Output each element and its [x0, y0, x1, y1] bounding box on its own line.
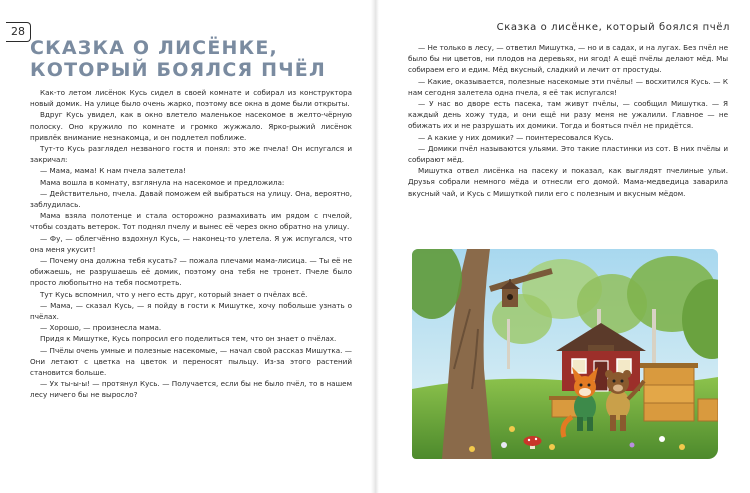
paragraph: — А какие у них домики? — поинтересовался Кусь. — [418, 132, 614, 142]
paragraph: — Действительно, пчела. Давай поможем ей выбраться на улицу. Она, вероятно, заблудилась. — [30, 188, 352, 210]
paragraph: — Какие, оказывается, полезные насекомые эти пчёлы! — восхитился Кусь. — К нам сегодня залетела одна пчела, я её так испугался! — [408, 76, 728, 97]
paragraph: Тут Кусь вспомнил, что у него есть друг, который знает о пчёлах всё. — [40, 289, 308, 299]
paragraph: — Мама, — сказал Кусь, — я пойду в гости к Мишутке, хочу побольше узнать о пчёлах. — [30, 300, 352, 322]
paragraph: — Мама, мама! К нам пчела залетела! — [40, 166, 186, 176]
paragraph: Как-то летом лисёнок Кусь сидел в своей комнате и собирал из конструктора новый домик. На улице было очень жарко, поэтому все окна в доме были открыты. — [30, 88, 352, 109]
story-illustration — [412, 249, 718, 459]
story-title — [30, 37, 360, 81]
paragraph: Мама взяла полотенце и стала осторожно размахивать им рядом с пчелой, чтобы создать ветерок. Тот поднял пчелу и вынес её через окно обратно на улицу. — [30, 211, 352, 232]
story-title-line-2: КОТОРЫЙ БОЯЛСЯ ПЧЁЛ — [30, 59, 326, 81]
page-number: 28 — [6, 22, 31, 42]
paragraph: — Домики пчёл называются ульями. Это такие пластинки из сот. В них пчёлы и собирают мёд. — [408, 143, 728, 165]
paragraph: Мама вошла в комнату, взглянула на насекомое и предложила: — [40, 177, 285, 187]
paragraph: Мишутка отвел лисёнка на пасеку и показал, как выглядят пчелиные ульи. Друзья собрали немного мёда и отнесли его домой. Мама-медведица заварила вкусный чай, и Кусь с Мишуткой пили его с полезным и вкусным мёдом. — [408, 166, 728, 198]
paragraph: — Не только в лесу, — ответил Мишутка, — но и в садах, и на лугах. Без пчёл не было бы ни цветов, ни плодов на деревьях, ни ягод! А ещё пчёлы делают мёд. Мы собираем его и едим. Мёд вкусный, сладкий и лечит от простуды. — [408, 43, 728, 75]
paragraph: — Хорошо, — произнесла мама. — [40, 323, 162, 333]
paragraph: — Почему она должна тебя кусать? — пожала плечами мама-лисица. — Ты её не обижаешь, не разрушаешь её домик, поэтому она тебя не тронет. Пчеле было просто любопытно на тебя посмотреть. — [30, 256, 352, 288]
running-head: Сказка о лисёнке, который боялся пчёл — [496, 22, 730, 33]
paragraph: — Пчёлы очень умные и полезные насекомые, — начал свой рассказ Мишутка. — Они летают с цветка на цветок и переносят пыльцу. Из-за этого растений становится больше. — [30, 345, 352, 378]
paragraph: — Ух ты-ы-ы! — протянул Кусь. — Получается, если бы не было пчёл, то в нашем лесу ничего бы не выросло? — [30, 379, 352, 400]
paragraph: — У нас во дворе есть пасека, там живут пчёлы, — сообщил Мишутка. — Я каждый день хожу туда, и они ещё ни разу меня не ужалили. Главное — не обижать их и не разрушать их домики. Тогда и бояться пчёл не придётся. — [408, 99, 728, 131]
right-body-text — [408, 42, 728, 199]
paragraph: — Фу, — облегчённо вздохнул Кусь, — наконец-то улетела. Я уж испугался, что она меня укусит! — [30, 233, 352, 254]
paragraph: Вдруг Кусь увидел, как в окно влетело маленькое насекомое в желто-чёрную полоску. Оно кружило по комнате и громко жужжало. Ярко-рыжий лисёнок привлёк внимание незнакомца, и он подлетел поближе. — [30, 110, 352, 142]
paragraph: Тут-то Кусь разглядел незваного гостя и понял: это же пчела! Он испугался и закричал: — [30, 144, 352, 165]
paragraph: Придя к Мишутке, Кусь попросил его поделиться тем, что он знает о пчёлах. — [40, 334, 337, 344]
left-body-text — [30, 87, 352, 401]
story-title-line-1: СКАЗКА О ЛИСЁНКЕ, — [30, 37, 278, 59]
